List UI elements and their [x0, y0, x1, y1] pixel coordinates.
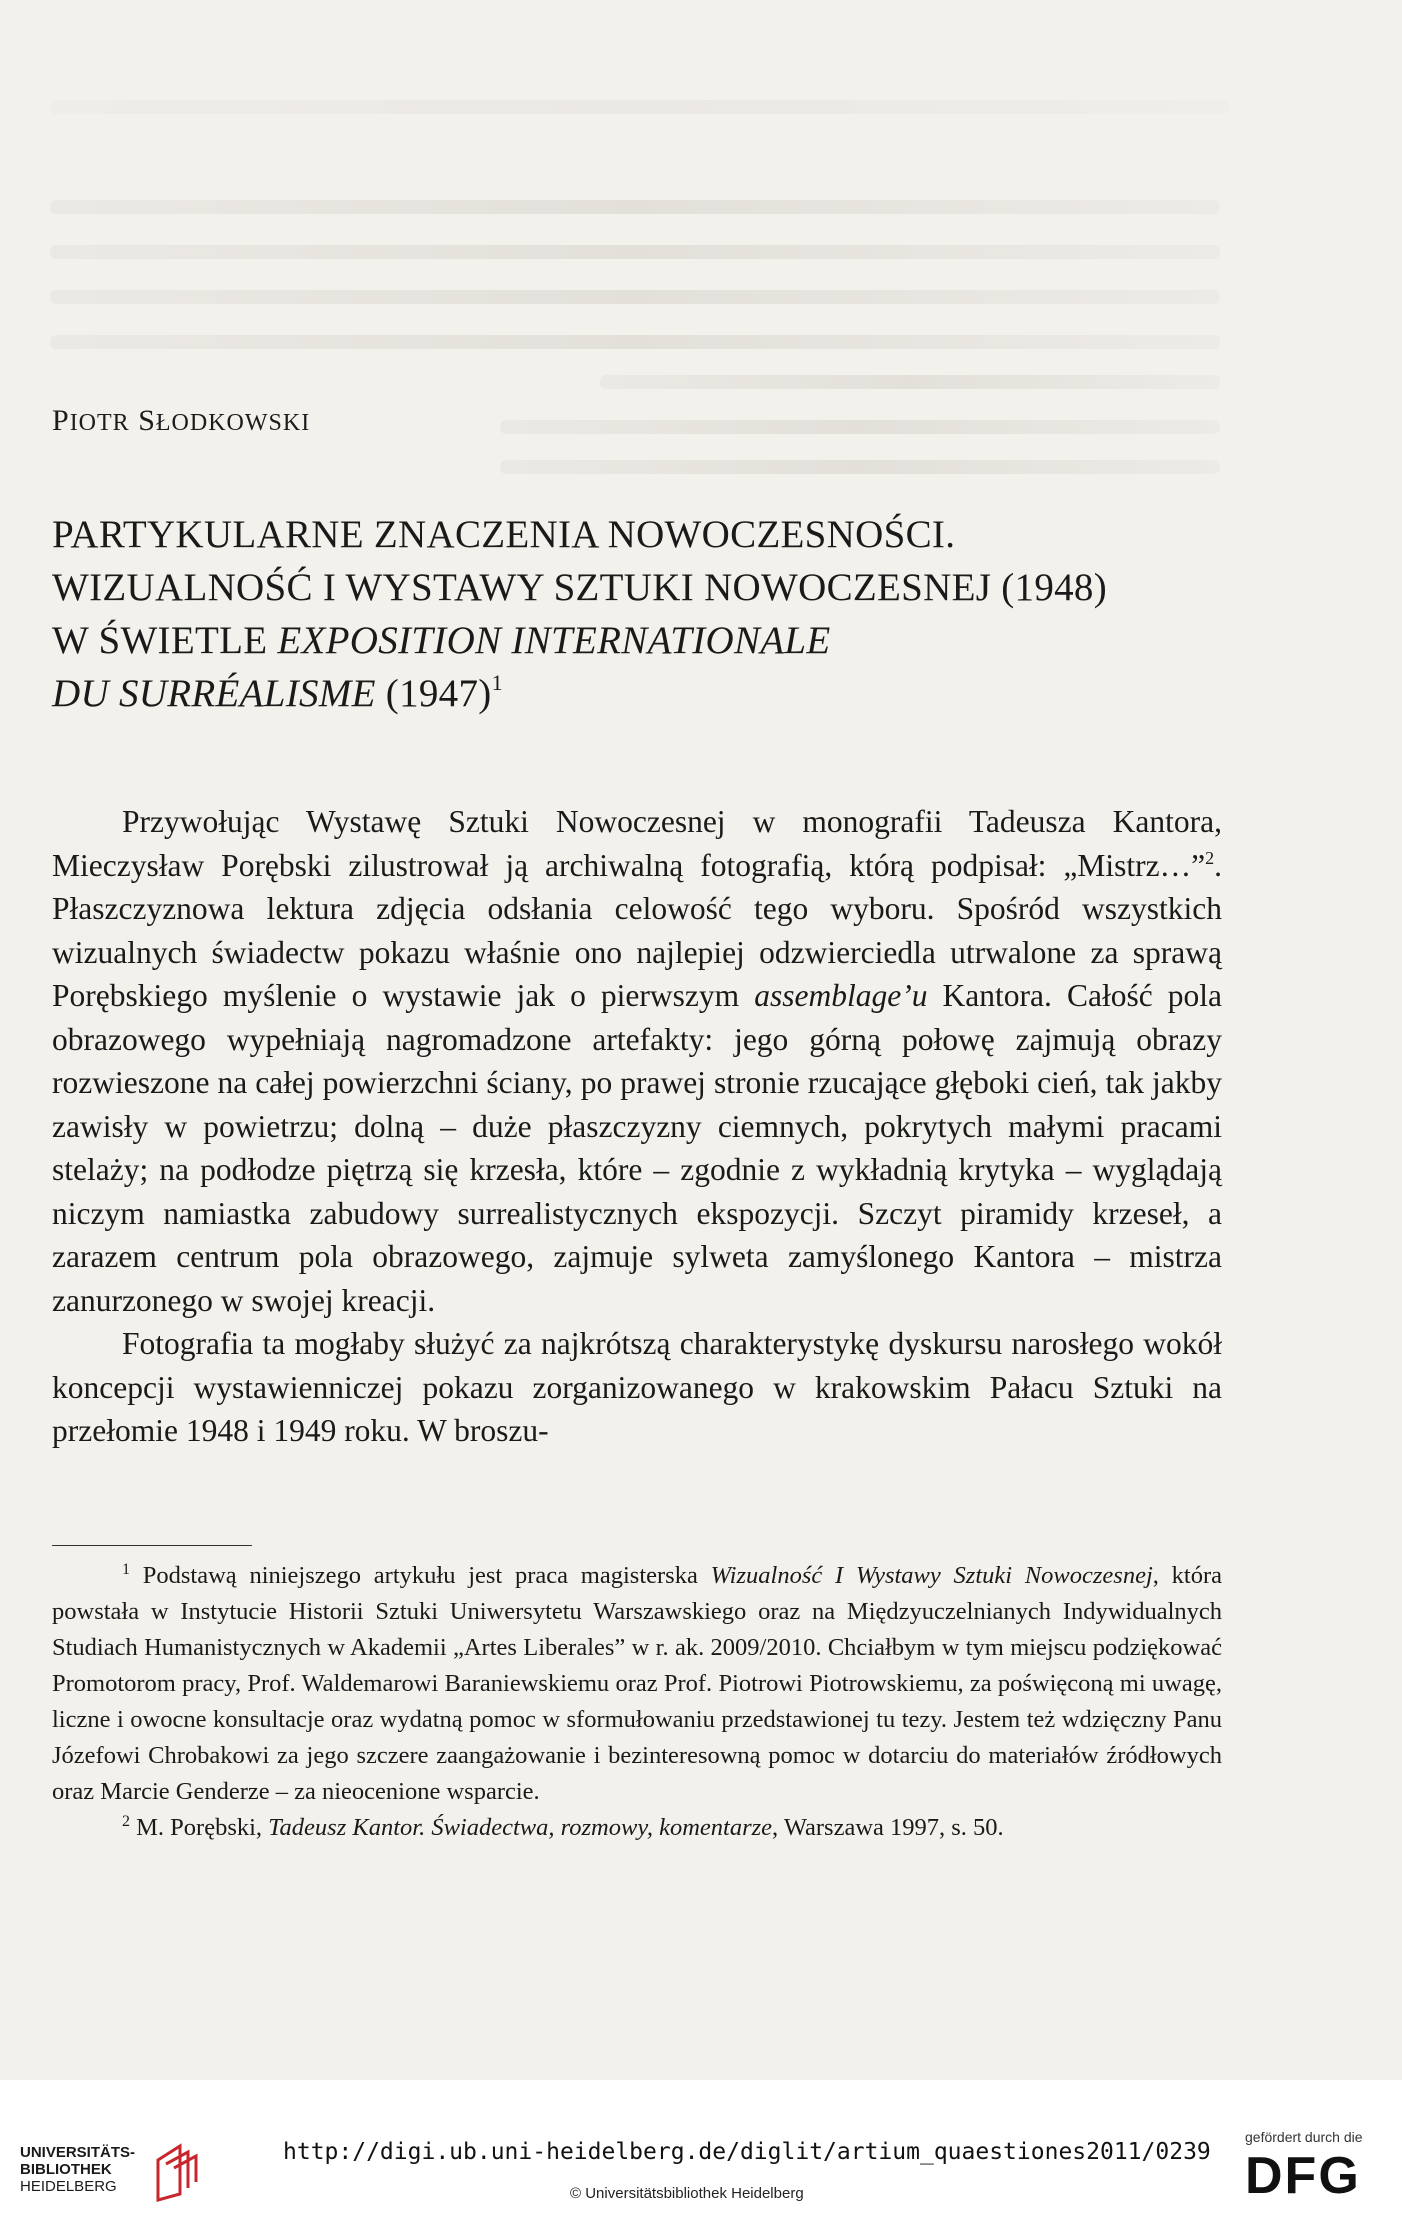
- footnote-2: $^2$ M. Porębski, Tadeusz Kantor. Świadectwa, rozmowy, komentarze, Warszawa 1997, s. 50.: [122, 1813, 1004, 1841]
- bleed-through-line: [500, 420, 1220, 434]
- author-name: PIOTR SŁODKOWSKI: [52, 404, 311, 437]
- bleed-through-line: [600, 375, 1220, 389]
- title-line: PARTYKULARNE ZNACZENIA NOWOCZESNOŚCI.: [52, 513, 956, 556]
- footnote-separator: [52, 1545, 252, 1546]
- bleed-through-line: [50, 200, 1220, 214]
- footnote-ref: 1: [491, 670, 503, 695]
- footnote-1: $^1$ Podstawą niniejszego artykułu jest praca magisterska Wizualność I Wystawy Sztuki Nowoczesnej, która powstała w Instytucie Historii Sztuki Uniwersytetu Warszawskiego oraz na Międzyuczelnianych Indywidualnych Studiach Humanistycznych w Akademii „Artes Liberales” w r. ak. 2009/2010. Chciałbym w tym miejscu podziękować Promotorom pracy, Prof. Waldemarowi Baraniewskiemu oraz Prof. Piotrowi Piotrowskiemu, za poświęconą mi uwagę, liczne i owocne konsultacje oraz wydatną pomoc w sformułowaniu przedstawionej tu tezy. Jestem też wdzięczny Panu Józefowi Chrobakowi za jego szczere zaangażowanie i bezinteresowną pomoc w dotarciu do materiałów źródłowych oraz Marcie Genderze – za nieocenione wsparcie.: [52, 1561, 1222, 1805]
- bleed-through-line: [500, 460, 1220, 474]
- title-italic: DU SURRÉALISME: [52, 672, 376, 715]
- title-line: W ŚWIETLE: [52, 619, 278, 662]
- body-paragraph: Przywołując Wystawę Sztuki Nowoczesnej w monografii Tadeusza Kantora, Mieczysław Porębski zilustrował ją archiwalną fotografią, którą podpisał: „Mistrz…”$^2$. Płaszczyznowa lektura zdjęcia odsłania celowość tego wyboru. Spośród wszystkich wizualnych świadectw pokazu właśnie ono najlepiej odzwierciedla utrwalone za sprawą Porębskiego myślenie o wystawie jak o pierwszym assemblage’u Kantora. Całość pola obrazowego wypełniają nagromadzone artefakty: jego górną połowę zajmują obrazy rozwieszone na całej powierzchni ściany, po prawej stronie rzucające głęboki cień, tak jakby zawisły w powietrzu; dolną – duże płaszczyzny ciemnych, pokrytych małymi pracami stelaży; na podłodze piętrzą się krzesła, które – zgodnie z wykładnią krytyka – wyglądają niczym namiastka zabudowy surrealistycznych ekspozycji. Szczyt piramidy krzeseł, a zarazem centrum pola obrazowego, zajmuje sylweta zamyślonego Kantora – mistrza zanurzonego w swojej kreacji.: [52, 804, 1222, 1318]
- title-line: WIZUALNOŚĆ I WYSTAWY SZTUKI NOWOCZESNEJ (1948): [52, 566, 1108, 609]
- university-library-logo[interactable]: [20, 2142, 200, 2202]
- title-line: (1947): [375, 672, 492, 715]
- bleed-through-line: [50, 245, 1220, 259]
- article-body: [52, 800, 1222, 1453]
- title-italic: EXPOSITION INTERNATIONALE: [277, 619, 831, 662]
- footnote-ref: 2: [1205, 847, 1215, 868]
- library-emblem-icon: [150, 2142, 205, 2202]
- copyright-notice: © Universitätsbibliothek Heidelberg: [570, 2185, 804, 2202]
- footnotes: [52, 1558, 1222, 1846]
- funding-caption: gefördert durch die: [1245, 2129, 1363, 2145]
- university-library-name: UNIVERSITÄTS- BIBLIOTHEK HEIDELBERG: [20, 2144, 136, 2195]
- bleed-through-line: [50, 290, 1220, 304]
- permalink-url[interactable]: http://digi.ub.uni-heidelberg.de/diglit/artium_quaestiones2011/0239: [283, 2139, 1211, 2165]
- bleed-through-line: [50, 335, 1220, 349]
- dfg-logo[interactable]: DFG: [1245, 2147, 1361, 2205]
- article-title: [52, 508, 1232, 720]
- body-paragraph: Fotografia ta mogłaby służyć za najkrótszą charakterystykę dyskursu narosłego wokół koncepcji wystawienniczej pokazu zorganizowanego w krakowskim Pałacu Sztuki na przełomie 1948 i 1949 roku. W broszu-: [52, 1326, 1222, 1448]
- bleed-through-line: [50, 100, 1230, 114]
